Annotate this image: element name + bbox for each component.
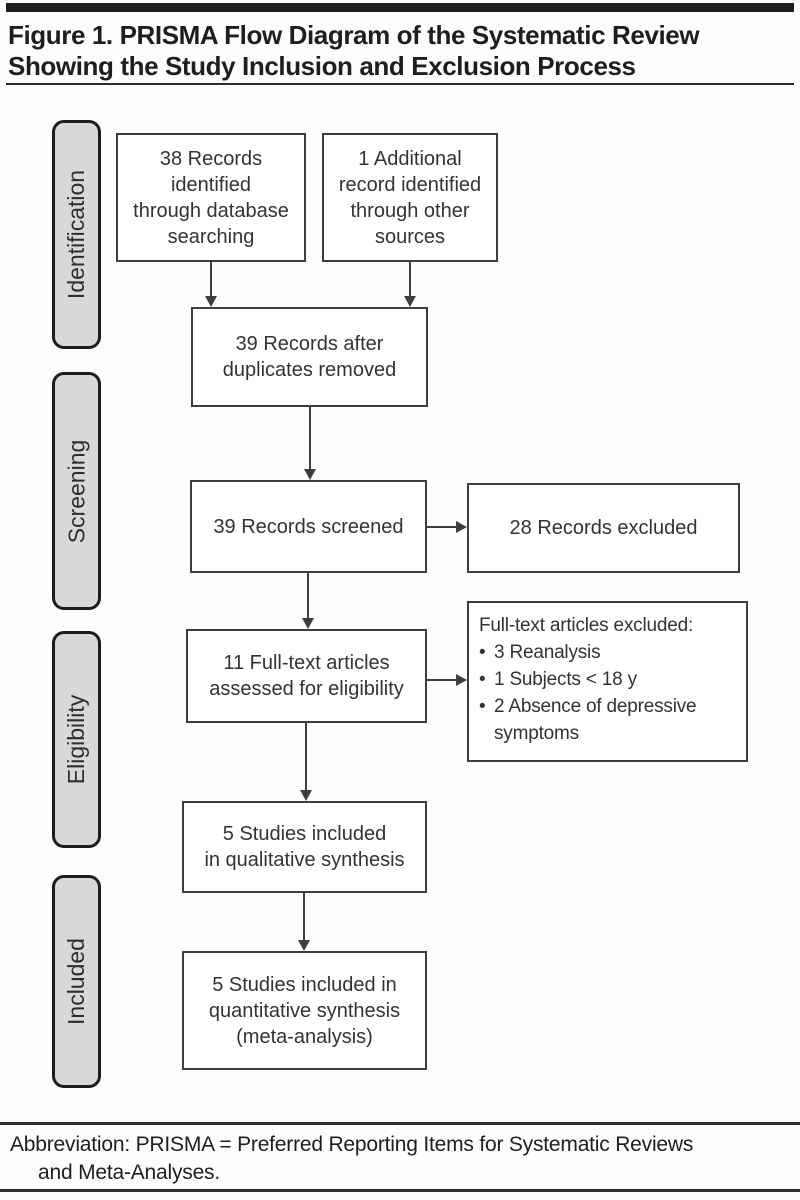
- box-text-line: in qualitative synthesis: [204, 849, 405, 871]
- list-item: [479, 693, 738, 747]
- box-text-line: 39 Records after: [235, 333, 384, 355]
- box-quantitative-synthesis: [182, 951, 427, 1070]
- box-text-line: through other: [350, 199, 470, 222]
- footer-divider-bottom: [0, 1189, 800, 1192]
- list-item: [479, 666, 637, 693]
- stage-label-screening: [52, 372, 101, 610]
- box-records-identified: [116, 133, 306, 262]
- bullet-icon: •: [479, 669, 486, 690]
- box-qualitative-synthesis: [182, 801, 427, 893]
- box-text-line: 11 Full-text articles: [223, 652, 390, 674]
- list-item-text: 2 Absence of depressive symptoms: [494, 696, 697, 744]
- list-item-text: 3 Reanalysis: [494, 642, 601, 663]
- box-records-excluded: [467, 483, 740, 573]
- list-item: [479, 639, 600, 666]
- arrow-db-to-duplicates: [205, 261, 217, 307]
- box-text-line: record identified: [338, 173, 482, 196]
- arrow-screened-to-excluded: [426, 521, 467, 533]
- figure-title-line2: Showing the Study Inclusion and Exclusion Process: [8, 51, 636, 81]
- stage-label-eligibility: [52, 631, 101, 848]
- box-text-line: 5 Studies included in: [212, 973, 397, 996]
- arrow-fulltext-to-excluded: [426, 674, 467, 686]
- box-text-line: 1 Additional: [358, 147, 462, 170]
- box-fulltext-excluded: [467, 601, 748, 762]
- figure-title-line1: Figure 1. PRISMA Flow Diagram of the Systematic Review: [8, 20, 700, 50]
- abbreviation-line1: Abbreviation: PRISMA = Preferred Reporting Items for Systematic Reviews: [10, 1133, 694, 1156]
- title-divider: [6, 83, 794, 85]
- arrow-fulltext-to-qualitative: [300, 722, 312, 801]
- box-additional-records: [322, 133, 498, 262]
- arrow-screened-to-fulltext: [302, 572, 314, 629]
- box-text-line: assessed for eligibility: [209, 678, 404, 700]
- box-text-line: 5 Studies included: [222, 823, 387, 845]
- box-fulltext-assessed: [186, 629, 427, 723]
- stage-label-included: [52, 875, 101, 1088]
- arrow-other-to-duplicates: [404, 261, 416, 307]
- abbreviation-note: [10, 1131, 794, 1187]
- stage-label-identification: [52, 120, 101, 349]
- box-text-line: through database: [133, 199, 289, 222]
- stage-label-identification-text: Identification: [63, 169, 90, 300]
- footer-divider-top: [0, 1122, 800, 1125]
- box-text-line: duplicates removed: [222, 359, 397, 381]
- box-text-line: quantitative synthesis: [208, 999, 401, 1022]
- box-text-line: 38 Records: [159, 147, 263, 170]
- box-text-line: 28 Records excluded: [509, 517, 698, 539]
- stage-label-eligibility-text: Eligibility: [63, 694, 90, 785]
- box-text-line: (meta-analysis): [236, 1025, 373, 1048]
- arrow-duplicates-to-screened: [304, 406, 316, 480]
- bullet-icon: •: [479, 642, 486, 663]
- abbreviation-line2: and Meta-Analyses.: [38, 1161, 220, 1184]
- figure-title: [8, 20, 794, 82]
- stage-label-included-text: Included: [63, 938, 89, 1025]
- bullet-icon: •: [479, 696, 486, 717]
- stage-label-screening-text: Screening: [63, 439, 90, 543]
- box-records-screened: [190, 480, 427, 573]
- box-text-line: 39 Records screened: [213, 515, 404, 538]
- box-text-line: sources: [374, 225, 446, 248]
- box-text-line: searching: [167, 225, 255, 248]
- excluded-list-header: Full-text articles excluded:: [479, 615, 694, 636]
- arrow-qualitative-to-quantitative: [298, 892, 310, 951]
- box-records-after-duplicates: [191, 307, 428, 407]
- box-text-line: identified: [170, 173, 252, 196]
- list-item-text: 1 Subjects < 18 y: [494, 669, 637, 690]
- top-rule: [6, 3, 794, 12]
